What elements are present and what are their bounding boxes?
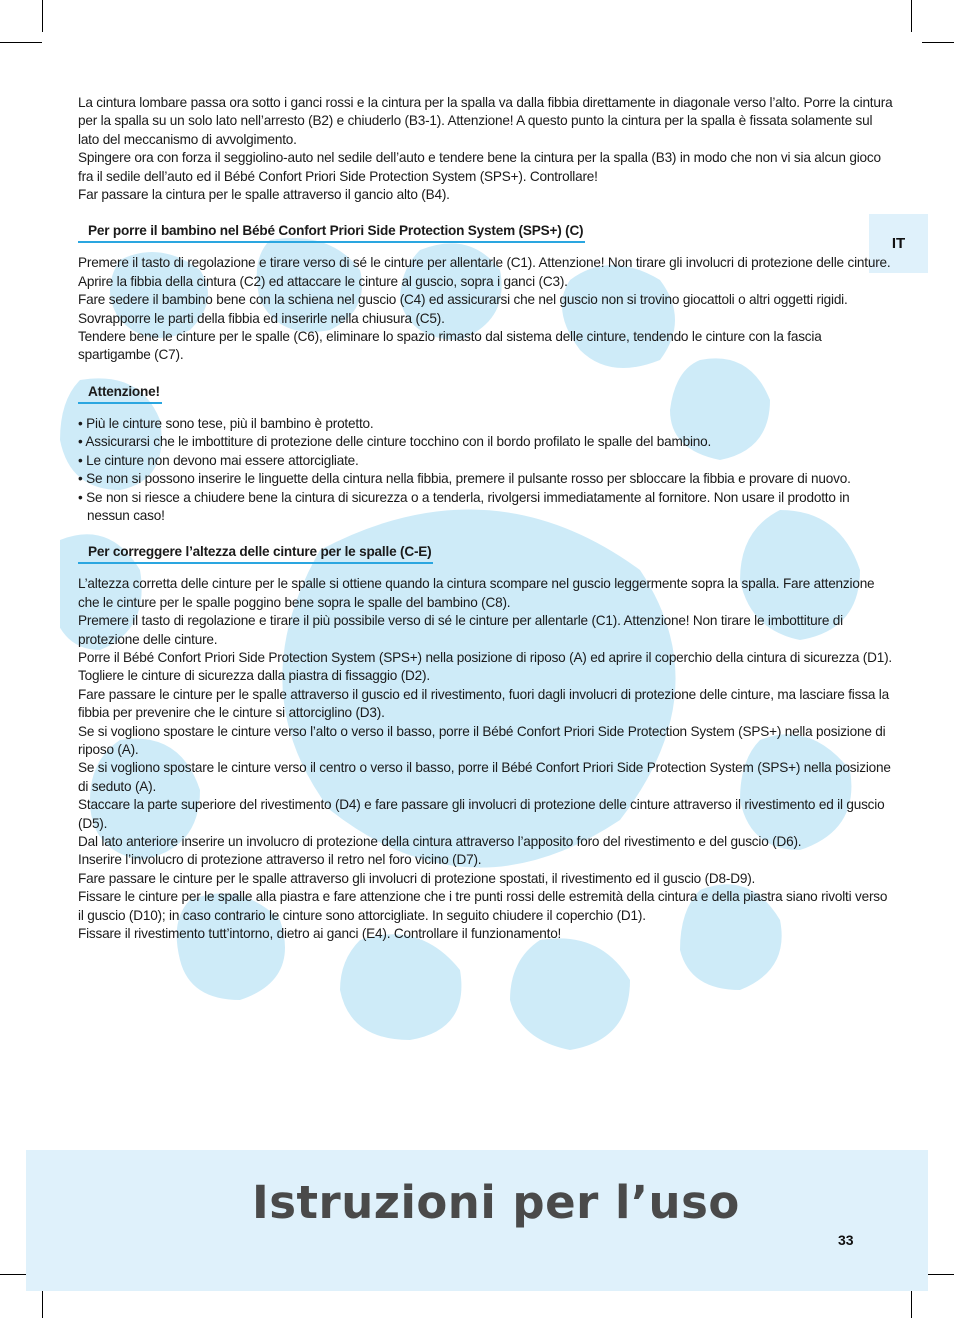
paragraph: Fissare le cinture per le spalle alla piastra e fare attenzione che i tre punti rossi delle estremità della cintura e della piastra siano rivolti verso il guscio (D10); in caso contrario le cinture sono attorcigliate. In seguito chiudere il coperchio (D1).: [78, 889, 888, 923]
paragraph: Se si vogliono spostare le cinture verso il centro o verso il basso, porre il Bébé Confort Priori Side Protection System (SPS+) nella posizione di seduto (A).: [78, 760, 891, 794]
paragraph: L’altezza corretta delle cinture per le spalle si ottiene quando la cintura scompare nel guscio leggermente sopra la spalla. Fare attenzione che le cinture per le spalle poggino bene sopra le spalle del bambino (C8).: [78, 576, 875, 610]
crop-mark: [922, 42, 954, 43]
paragraph: Premere il tasto di regolazione e tirare il più possibile verso di sé le cinture per allentarle (C1). Attenzione! Non tirare le imbottiture di protezione delle cinture.: [78, 613, 843, 647]
paragraph: Aprire la fibbia della cintura (C2) ed attaccare le cinture al guscio, sopra i ganci (C3).: [78, 273, 568, 289]
paragraph: Porre il Bébé Confort Priori Side Protection System (SPS+) nella posizione di riposo (A) ed aprire il coperchio della cintura di sicurezza (D1).: [78, 649, 893, 665]
footer-title: Istruzioni per l’uso: [252, 1176, 740, 1229]
bullet-item: • Più le cinture sono tese, più il bambino è protetto.: [78, 415, 374, 431]
bullet-item: • Se non si possono inserire le linguette della cintura nella fibbia, premere il pulsante rosso per sbloccare la fibbia e provare di nuovo.: [78, 471, 851, 487]
paragraph: Tendere bene le cinture per le spalle (C6), eliminare lo spazio rimasto dal sistema delle cinture, tendendo le cinture con la fascia spartigambe (C7).: [78, 329, 822, 363]
paragraph: Se si vogliono spostare le cinture verso l’alto o verso il basso, porre il Bébé Confort Priori Side Protection System (SPS+) nella posizione di riposo (A).: [78, 723, 886, 757]
paragraph: Fare sedere il bambino bene con la schiena nel guscio (C4) ed assicurarsi che nel guscio non si trovino giocattoli o altri oggetti rigidi.: [78, 292, 848, 308]
paragraph: Far passare la cintura per le spalle attraverso il gancio alto (B4).: [78, 187, 450, 203]
paragraph: Spingere ora con forza il seggiolino-auto nel sedile dell’auto e tendere bene la cintura per la spalla (B3) in modo che non vi sia alcun gioco fra il sedile dell’auto ed il Bébé Confort Priori Side Protection System (SPS+). Controllare!: [78, 150, 881, 184]
section-heading: Attenzione!: [78, 383, 162, 404]
crop-mark: [911, 0, 912, 32]
section-body: [78, 254, 893, 364]
section-heading: Per porre il bambino nel Bébé Confort Priori Side Protection System (SPS+) (C): [78, 222, 585, 243]
section-body: [78, 575, 893, 943]
paragraph: Dal lato anteriore inserire un involucro di protezione della cintura attraverso l’apposito foro del rivestimento e del guscio (D6).: [78, 834, 802, 849]
paragraph: Fissare il rivestimento tutt’intorno, dietro ai ganci (E4). Controllare il funzionamento!: [78, 926, 562, 942]
bullet-item: • Assicurarsi che le imbottiture di protezione delle cinture tocchino con il bordo profilato le spalle del bambino.: [78, 434, 712, 450]
crop-mark: [42, 0, 43, 32]
paragraph: Togliere le cinture di sicurezza dalla piastra di fissaggio (D2).: [78, 668, 430, 684]
paragraph: Fare passare le cinture per le spalle attraverso il guscio ed il rivestimento, fuori dagli involucri di protezione delle cinture, ma lasciare fissa la fibbia per prevenire che le cinture si attorciglino (D3).: [78, 686, 889, 721]
page-number: 33: [838, 1232, 854, 1248]
crop-mark: [0, 42, 42, 43]
paragraph: Sovrapporre le parti della fibbia ed inserirle nella chiusura (C5).: [78, 310, 445, 326]
bullet-item: • Le cinture non devono mai essere attorcigliate.: [78, 452, 359, 468]
main-content: [78, 94, 893, 961]
bullet-item: • Se non si riesce a chiudere bene la cintura di sicurezza o a tenderla, rivolgersi immediatamente al fornitore. Non usare il prodotto in nessun caso!: [78, 489, 850, 523]
paragraph: La cintura lombare passa ora sotto i ganci rossi e la cintura per la spalla va dalla fibbia direttamente in diagonale verso l’alto. Porre la cintura per la spalla su un solo lato nell’arresto (B2) e chiuderlo (B3-1). Attenzione! A questo punto la cintura per la spalla è fissata solamente sul lato del meccanismo di avvolgimento.: [78, 95, 893, 147]
paragraph: Premere il tasto di regolazione e tirare verso di sé le cinture per allentarle (C1). Attenzione! Non tirare gli involucri di protezione delle cinture.: [78, 255, 891, 271]
paragraph: Inserire l’involucro di protezione attraverso il retro nel foro vicino (D7).: [78, 852, 482, 868]
paragraph: Staccare la parte superiore del rivestimento (D4) e fare passare gli involucri di protezione delle cinture attraverso il rivestimento ed il guscio (D5).: [78, 797, 885, 831]
paragraph: Fare passare le cinture per le spalle attraverso gli involucri di protezione spostati, il rivestimento ed il guscio (D8-D9).: [78, 870, 756, 886]
section-heading: Per correggere l’altezza delle cinture per le spalle (C-E): [78, 543, 433, 564]
intro-block: [78, 94, 893, 204]
language-tab: IT: [869, 214, 928, 273]
bullet-list: [78, 415, 893, 525]
